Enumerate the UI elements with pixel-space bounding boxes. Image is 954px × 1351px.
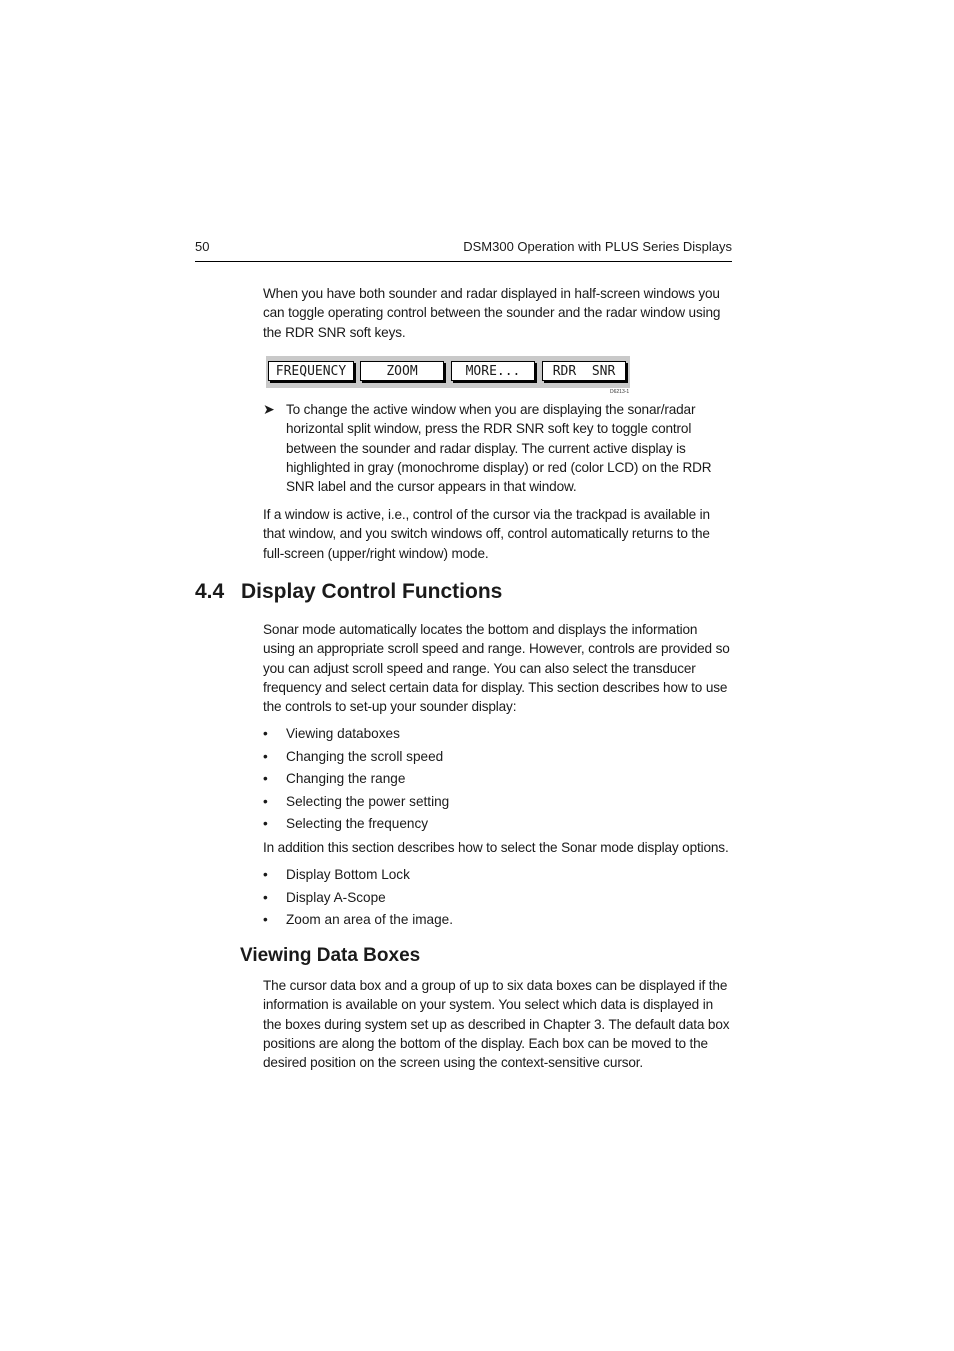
list-item: • Changing the range [263,771,406,787]
list-item: • Viewing databoxes [263,726,400,741]
section-title: Display Control Functions [241,580,503,603]
softkey-rdr-snr: RDR SNR [542,361,626,381]
softkey-zoom: ZOOM [360,361,444,381]
figure-id: D6213-1 [610,389,630,395]
arrowhead-icon: ➤ [263,401,275,417]
intro-paragraph: When you have both sounder and radar displayed in half-screen windows you can toggle operating control between the sounder and the radar window using the RDR SNR soft keys. [263,286,721,340]
page-number: 50 [195,239,210,254]
control-list [263,724,449,837]
list-item: • Display Bottom Lock [263,867,410,882]
list-item: • Zoom an area of the image. [263,912,453,928]
subsection-heading: Viewing Data Boxes [240,945,421,966]
list-item: • Display A-Scope [263,889,386,905]
list-item: • Changing the scroll speed [263,748,444,764]
list-item: • Selecting the power setting [263,793,450,809]
subsection-paragraph: The cursor data box and a group of up to six data boxes can be displayed if the information is available on your system. You select which data is displayed in the boxes during system set up as described in Chapter 3. The default data box positions are along the bottom of the display. Each box can be moved to the desired position on the screen using the context-sensitive cursor. [263,978,730,1071]
window-paragraph: If a window is active, i.e., control of the cursor via the trackpad is available in that window, and you switch windows off, control automatically returns to the full-screen (upper/right window) mode. [263,507,710,561]
running-title: DSM300 Operation with PLUS Series Displays [463,239,732,254]
section-number: 4.4 [195,580,225,603]
section-heading [195,580,502,604]
section-paragraph: Sonar mode automatically locates the bottom and displays the information using an appropriate scroll speed and range. However, controls are provided so you can adjust scroll speed and range. You can also select the transducer frequency and select certain data for display. This section describes how to use the controls to set-up your sounder display: [263,622,730,715]
options-list [263,865,453,933]
softkey-bar [266,356,630,388]
options-paragraph: In addition this section describes how to select the Sonar mode display options. [263,840,729,855]
softkey-more: MORE... [451,361,535,381]
instruction-text: To change the active window when you are displaying the sonar/radar horizontal split window, press the RDR SNR soft key to toggle control between the sounder and radar display. The current active display is highlighted in gray (monochrome display) or red (color LCD) on the RDR SNR label and the cursor appears in that window. [286,402,712,495]
list-item: • Selecting the frequency [263,816,429,832]
page-header [195,237,732,262]
softkey-frequency: FREQUENCY [268,361,354,381]
